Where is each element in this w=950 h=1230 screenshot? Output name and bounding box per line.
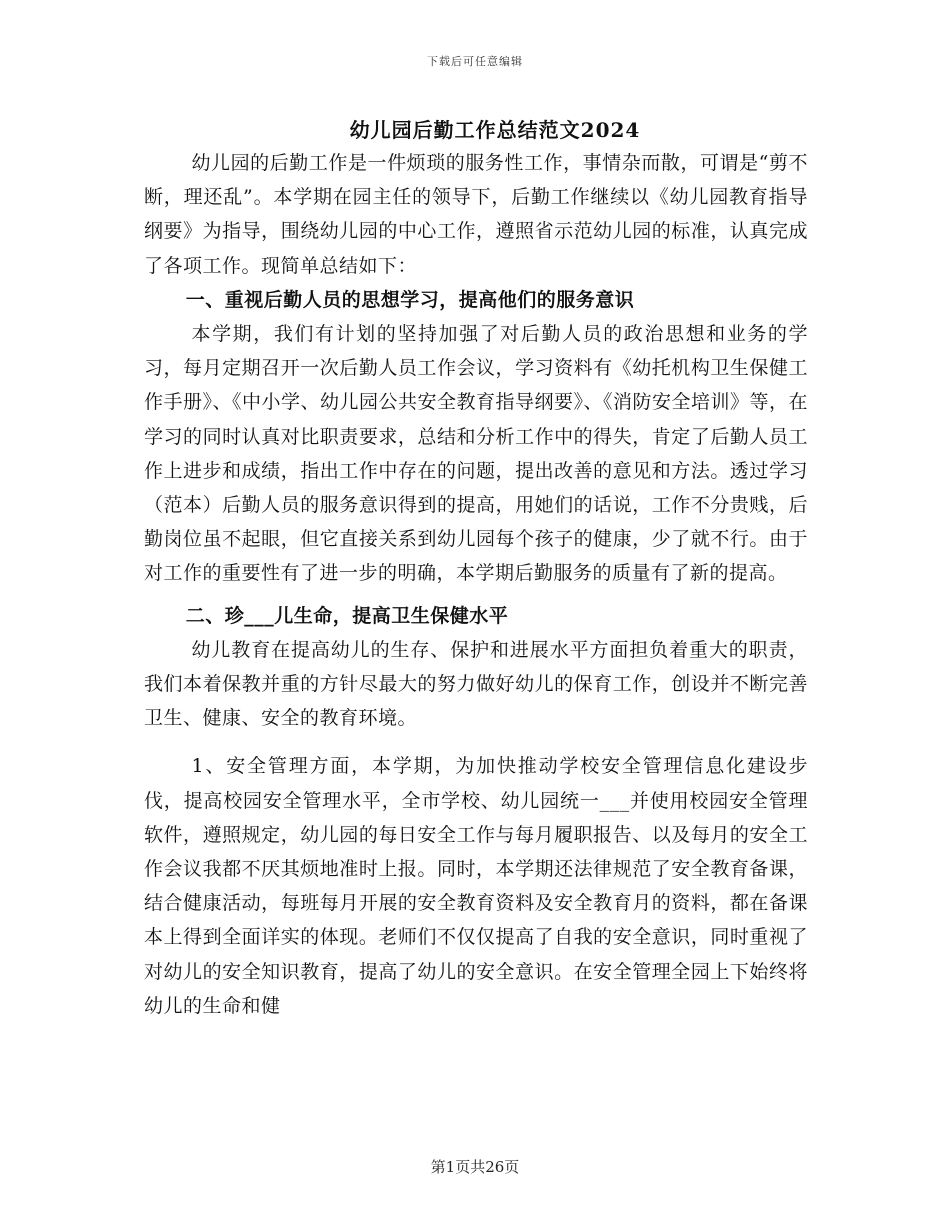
safety-management-paragraph: 1、安全管理方面，本学期，为加快推动学校安全管理信息化建设步伐，提高校园安全管理水平，全市学校、幼儿园统一___并使用校园安全管理软件，遵照规定，幼儿园的每日安全工作与每月履职报告、以及每月的安全工作会议我都不厌其烦地准时上报。同时，本学期还法律规范了安全教育备课，结合健康活动，每班每月开展的安全教育资料及安全教育月的资料，都在备课本上得到全面详实的体现。老师们不仅仅提高了自我的安全意识，同时重视了对幼儿的安全知识教育，提高了幼儿的安全意识。在安全管理全园上下始终将幼儿的生命和健: [144, 755, 808, 1017]
intro-paragraph: 幼儿园的后勤工作是一件烦琐的服务性工作，事情杂而散，可谓是“剪不断，理还乱”。本学期在园主任的领导下，后勤工作继续以《幼儿园教育指导纲要》为指导，围绕幼儿园的中心工作，遵照省示范幼儿园的标准，认真完成了各项工作。现简单总结如下：: [144, 152, 808, 277]
section-heading-2: 二、珍___儿生命，提高卫生保健水平: [185, 604, 509, 627]
section-heading-1: 一、重视后勤人员的思想学习，提高他们的服务意识: [185, 288, 635, 311]
section-1-paragraph: 本学期，我们有计划的坚持加强了对后勤人员的政治思想和业务的学习，每月定期召开一次后勤人员工作会议，学习资料有《幼托机构卫生保健工作手册》、《中小学、幼儿园公共安全教育指导纲要》、《消防安全培训》等，在学习的同时认真对比职责要求，总结和分析工作中的得失，肯定了后勤人员工作上进步和成绩，指出工作中存在的问题，提出改善的意见和方法。透过学习（范本）后勤人员的服务意识得到的提高，用她们的话说，工作不分贵贱，后勤岗位虽不起眼，但它直接关系到幼儿园每个孩子的健康，少了就不行。由于对工作的重要性有了进一步的明确，本学期后勤服务的质量有了新的提高。: [144, 323, 809, 585]
header-note: 下载后可任意编辑: [427, 55, 523, 68]
document-body: [144, 146, 808, 1023]
document-title: 幼儿园后勤工作总结范文2024: [349, 118, 641, 142]
section-2-paragraph: 幼儿教育在提高幼儿的生存、保护和进展水平方面担负着重大的职责，我们本着保教并重的方针尽最大的努力做好幼儿的保育工作，创设并不断完善卫生、健康、安全的教育环境。: [144, 638, 808, 730]
page-number-footer: 第1页共26页: [430, 1158, 520, 1176]
